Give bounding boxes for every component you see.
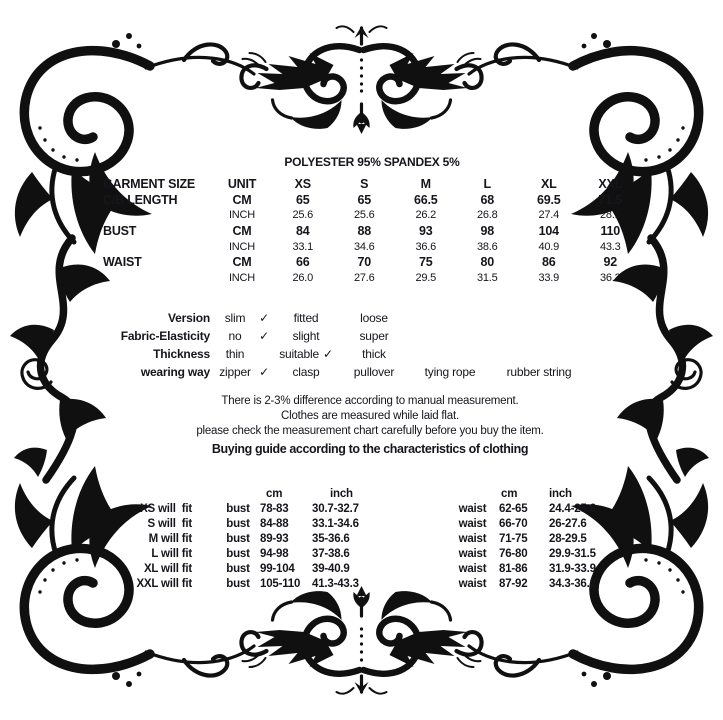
value-cell: 93: [418, 223, 433, 238]
bust-cm-range: 99-104: [260, 562, 295, 575]
value-cell: 68: [480, 192, 494, 207]
value-cell: 70: [357, 255, 371, 270]
value-cell: 80: [480, 255, 494, 270]
value-cell: 34.6: [353, 240, 375, 253]
unit-cell: INCH: [228, 209, 256, 222]
value-cell: 104: [538, 223, 559, 238]
row-label: BUST: [103, 223, 137, 238]
attribute-row-thickness: [103, 345, 586, 363]
fit-size-label: S will fit: [147, 517, 192, 530]
value-cell: 65: [295, 192, 310, 207]
fit-size-label: L will fit: [151, 547, 192, 560]
fit-size-label: XL will fit: [143, 562, 192, 575]
value-cell: 27.6: [353, 271, 375, 284]
bust-inch-range: 33.1-34.6: [312, 517, 359, 530]
attribute-row-version: [103, 309, 586, 327]
value-cell: 25.6: [292, 209, 314, 222]
value-cell: 36.2: [599, 271, 621, 284]
attribute-option: no: [228, 329, 242, 343]
size-table-row: [103, 207, 643, 223]
header-xs: XS: [294, 176, 311, 191]
value-cell: 65: [357, 192, 371, 207]
value-cell: 25.6: [353, 209, 375, 222]
value-cell: 69.5: [536, 192, 561, 207]
waist-cm-range: 66-70: [499, 517, 528, 530]
size-table-header-row: [103, 176, 643, 192]
size-table-row: [103, 270, 643, 286]
bust-label: bust: [226, 532, 250, 545]
fit-row: [97, 531, 627, 546]
value-cell: 75: [418, 255, 433, 270]
waist-cm-range: 87-92: [499, 577, 528, 590]
waist-inch-range: 31.9-33.9: [549, 562, 596, 575]
waist-label: waist: [458, 562, 487, 575]
fit-size-label: XXL will fit: [136, 577, 192, 590]
fit-size-label: XS will fit: [140, 502, 192, 515]
value-cell: 33.9: [538, 271, 560, 284]
attribute-option: fitted: [293, 311, 319, 325]
bust-label: bust: [226, 517, 250, 530]
attribute-label: Version: [168, 311, 210, 325]
characteristics-section: [103, 309, 586, 381]
waist-cm-range: 62-65: [499, 502, 528, 515]
value-cell: 31.5: [476, 271, 498, 284]
size-table-row: [103, 192, 643, 208]
note-line: Clothes are measured while laid flat.: [281, 410, 459, 422]
header-unit: UNIT: [227, 176, 257, 191]
bust-label: bust: [226, 562, 250, 575]
attribute-option: clasp: [292, 365, 320, 379]
attribute-label: wearing way: [140, 365, 210, 379]
unit-cell: INCH: [228, 240, 256, 253]
value-cell: 26.2: [415, 209, 437, 222]
waist-label: waist: [458, 532, 487, 545]
unit-cell: CM: [232, 192, 252, 207]
header-bust-inch: inch: [330, 487, 353, 500]
attribute-option: slight: [292, 329, 320, 343]
header-waist-cm: cm: [501, 487, 518, 500]
waist-label: waist: [458, 502, 487, 515]
attribute-row-wearing-way: [103, 363, 586, 381]
bust-inch-range: 30.7-32.7: [312, 502, 359, 515]
size-table-row: [103, 223, 643, 239]
value-cell: 110: [600, 223, 621, 238]
fabric-title: POLYESTER 95% SPANDEX 5%: [284, 155, 460, 169]
fit-row: [97, 546, 627, 561]
value-cell: 36.6: [415, 240, 437, 253]
attribute-row-elasticity: [103, 327, 586, 345]
bust-label: bust: [226, 547, 250, 560]
value-cell: 26.0: [292, 271, 314, 284]
header-l: L: [483, 176, 491, 191]
value-cell: 66: [295, 255, 310, 270]
check-icon: ✓: [259, 311, 269, 325]
bust-inch-range: 39-40.9: [312, 562, 350, 575]
header-xxl: XXL: [598, 176, 623, 191]
unit-cell: CM: [232, 223, 252, 238]
row-label: C/B LENGTH: [103, 192, 178, 207]
attribute-option: [276, 347, 336, 361]
fit-row: [97, 576, 627, 591]
fit-row: [97, 501, 627, 516]
fit-table: [97, 486, 627, 591]
attribute-option: thin: [225, 347, 245, 361]
attribute-option: zipper: [219, 365, 251, 379]
waist-inch-range: 28-29.5: [549, 532, 587, 545]
size-table: [103, 176, 643, 286]
waist-inch-range: 24.4-25.6: [549, 502, 596, 515]
bust-cm-range: 78-83: [260, 502, 289, 515]
unit-cell: INCH: [228, 271, 256, 284]
attribute-label: Fabric-Elasticity: [120, 329, 210, 343]
header-xl: XL: [540, 176, 557, 191]
bust-cm-range: 89-93: [260, 532, 289, 545]
attribute-option: super: [359, 329, 389, 343]
header-bust-cm: cm: [266, 487, 283, 500]
value-cell: 28.1: [599, 209, 621, 222]
size-table-row: [103, 239, 643, 255]
bust-label: bust: [226, 577, 250, 590]
attribute-option: thick: [362, 347, 386, 361]
buying-guide-heading: Buying guide according to the characteristics of clothing: [211, 442, 529, 456]
attribute-option: slim: [224, 311, 246, 325]
size-table-row: [103, 254, 643, 270]
value-cell: 98: [480, 223, 494, 238]
attribute-option: tying rope: [424, 365, 476, 379]
value-cell: 40.9: [538, 240, 560, 253]
fit-size-label: M will fit: [148, 532, 192, 545]
value-cell: 26.8: [476, 209, 498, 222]
value-cell: 92: [603, 255, 617, 270]
value-cell: 86: [541, 255, 556, 270]
waist-label: waist: [458, 577, 487, 590]
header-s: S: [360, 176, 369, 191]
bust-inch-range: 41.3-43.3: [312, 577, 359, 590]
row-label: WAIST: [103, 255, 142, 270]
attribute-option: pullover: [353, 365, 395, 379]
header-m: M: [420, 176, 431, 191]
bust-label: bust: [226, 502, 250, 515]
check-icon: ✓: [322, 347, 333, 361]
waist-inch-range: 29.9-31.5: [549, 547, 596, 560]
value-cell: 88: [357, 223, 371, 238]
value-cell: 43.3: [599, 240, 621, 253]
value-cell: 66.5: [413, 192, 438, 207]
value-cell: 27.4: [538, 209, 560, 222]
fit-header-row: [97, 486, 627, 501]
waist-cm-range: 71-75: [499, 532, 528, 545]
attribute-option-text: suitable: [279, 347, 319, 361]
unit-cell: CM: [232, 255, 252, 270]
bust-inch-range: 35-36.6: [312, 532, 350, 545]
value-cell: 33.1: [292, 240, 314, 253]
waist-cm-range: 76-80: [499, 547, 528, 560]
measurement-notes: [92, 394, 648, 457]
waist-inch-range: 34.3-36.2: [549, 577, 596, 590]
header-garment-size: GARMENT SIZE: [103, 176, 196, 191]
bust-cm-range: 105-110: [260, 577, 301, 590]
note-line: please check the measurement chart carefully before you buy the item.: [196, 425, 544, 437]
value-cell: 29.5: [415, 271, 437, 284]
waist-label: waist: [458, 517, 487, 530]
waist-cm-range: 81-86: [499, 562, 528, 575]
bust-cm-range: 94-98: [260, 547, 289, 560]
header-waist-inch: inch: [549, 487, 572, 500]
waist-inch-range: 26-27.6: [549, 517, 587, 530]
fit-row: [97, 516, 627, 531]
value-cell: 38.6: [476, 240, 498, 253]
bust-cm-range: 84-88: [260, 517, 289, 530]
value-cell: 84: [295, 223, 310, 238]
attribute-label: Thickness: [153, 347, 210, 361]
check-icon: ✓: [259, 365, 269, 379]
bust-inch-range: 37-38.6: [312, 547, 350, 560]
attribute-option: rubber string: [506, 365, 572, 379]
fit-row: [97, 561, 627, 576]
note-line: There is 2-3% difference according to manual measurement.: [221, 395, 519, 407]
waist-label: waist: [458, 547, 487, 560]
value-cell: 71.5: [598, 192, 623, 207]
attribute-option: loose: [360, 311, 388, 325]
check-icon: ✓: [259, 329, 269, 343]
